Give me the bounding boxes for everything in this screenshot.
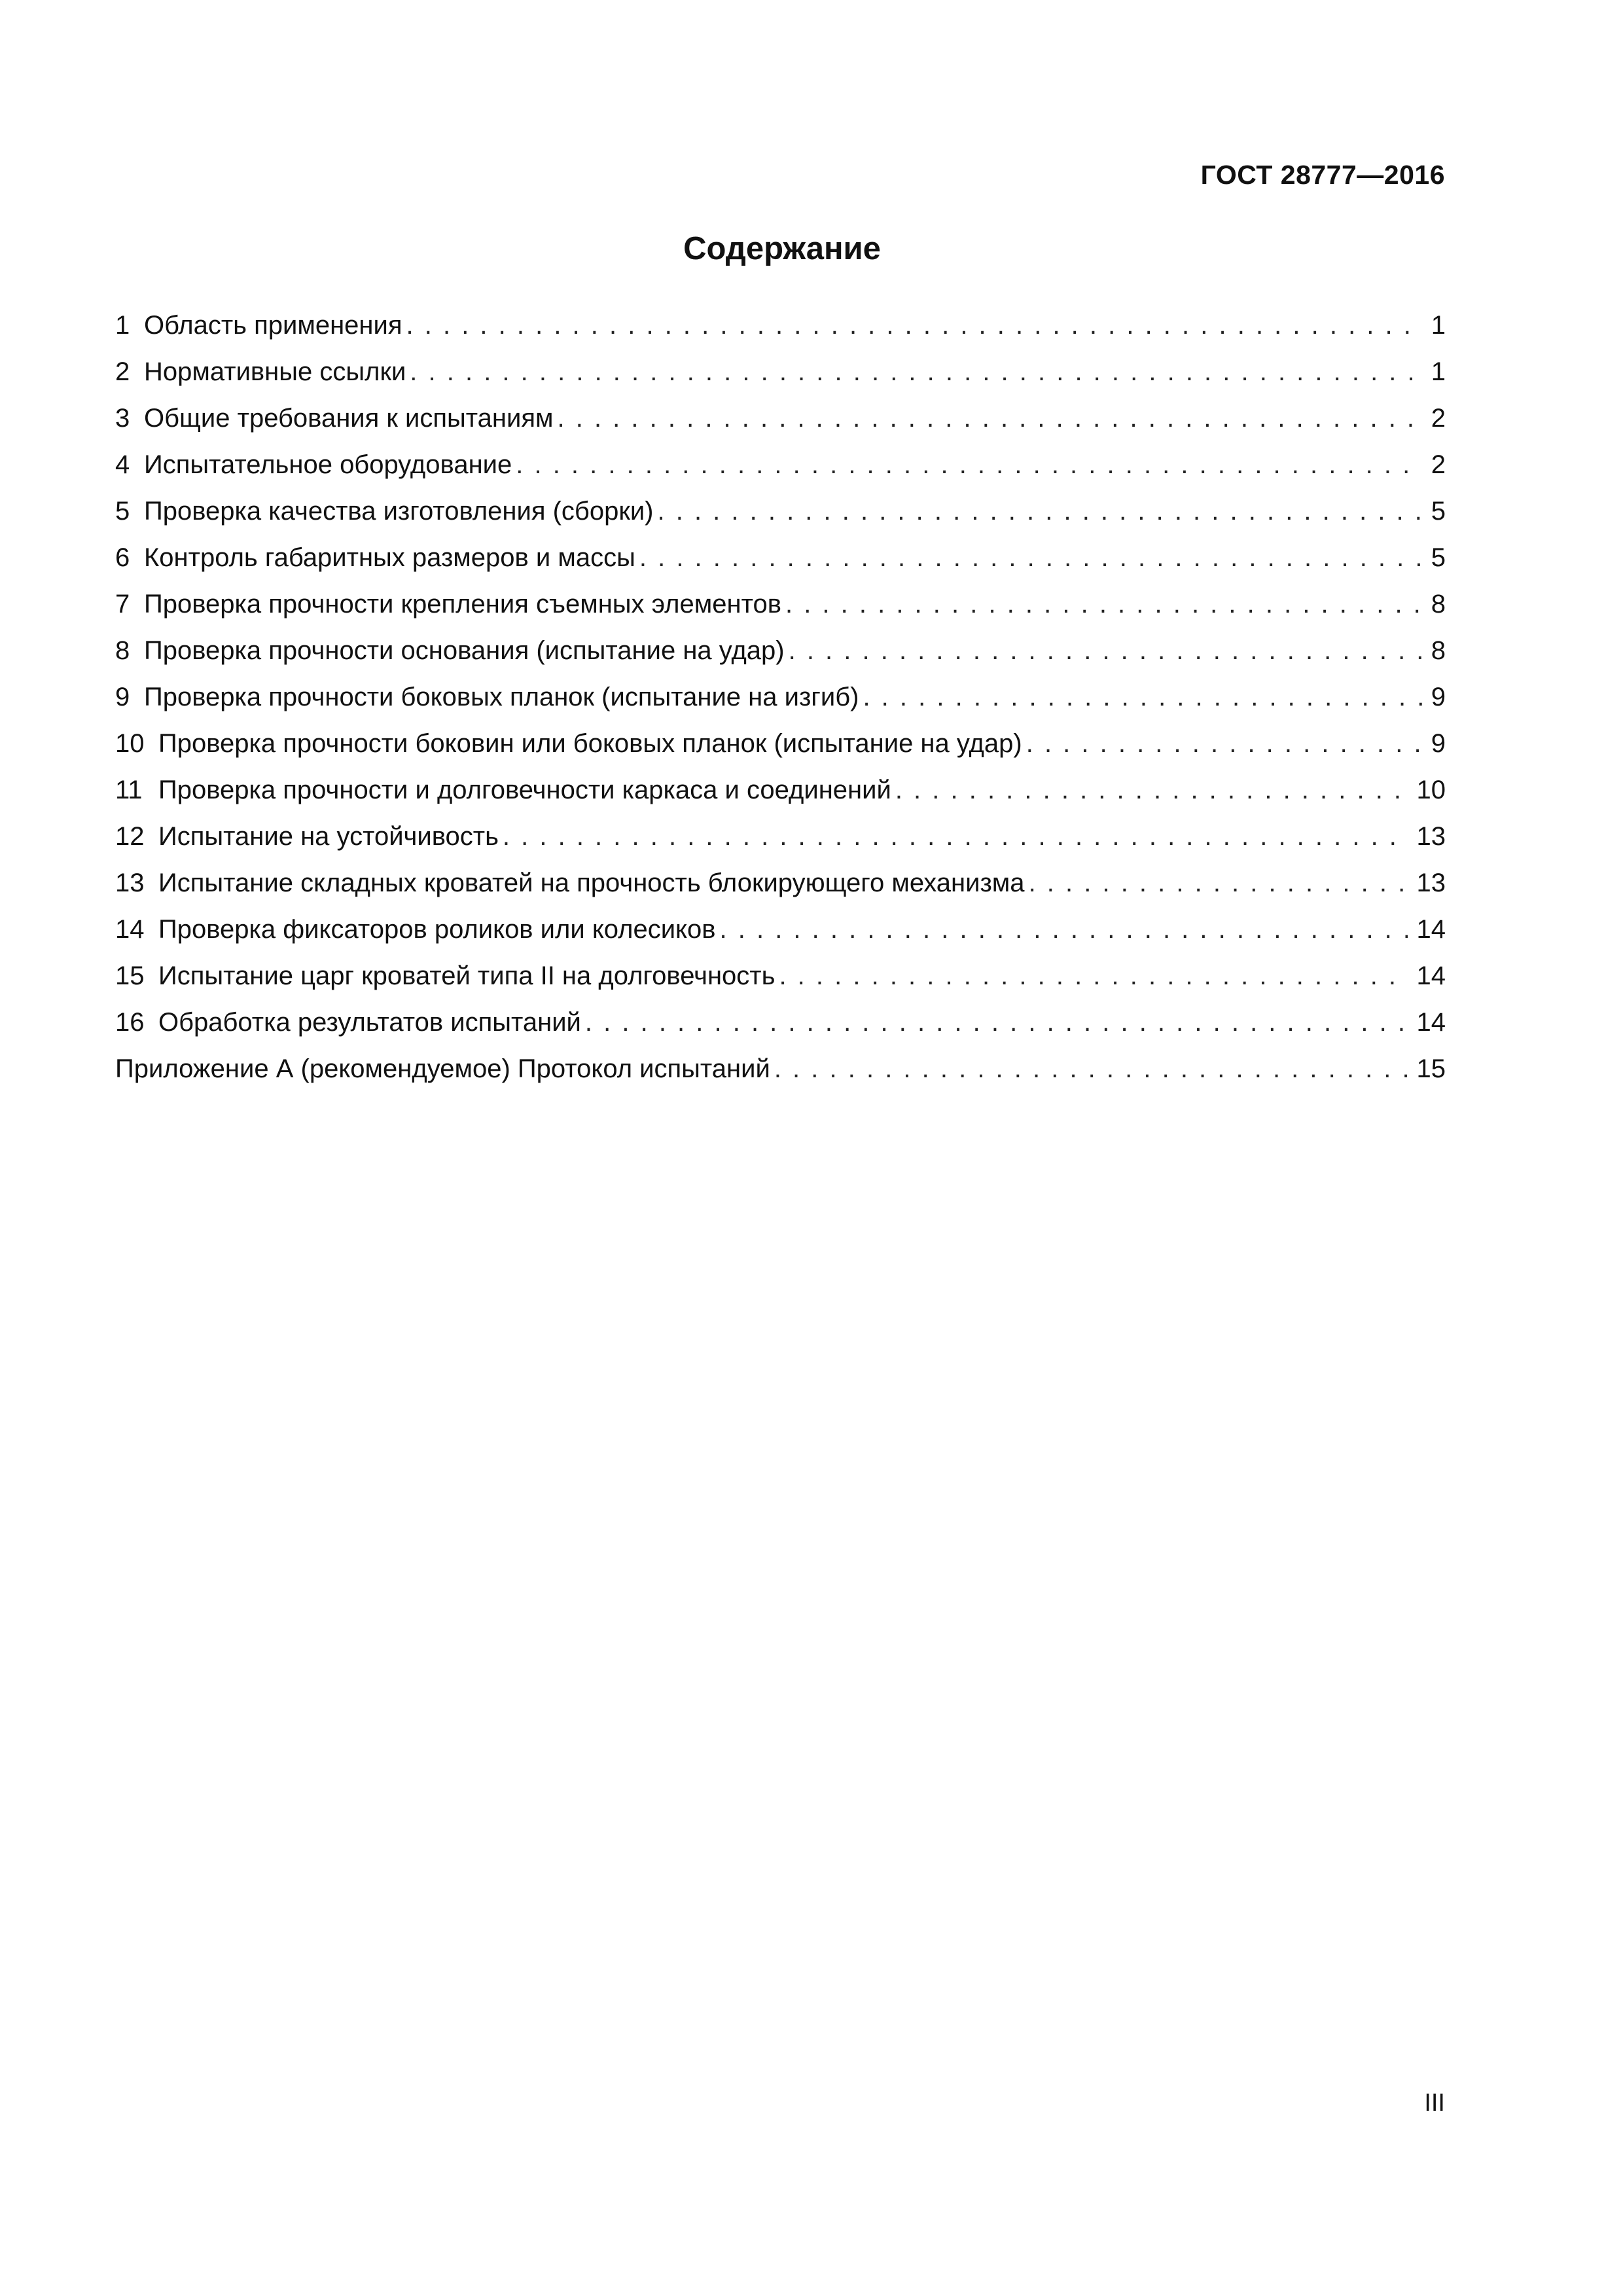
dot-leader [785, 581, 1422, 628]
toc-entry-page: 8 [1431, 636, 1446, 665]
toc-entry-page: 1 [1431, 357, 1446, 386]
toc-entry-title: Обработка результатов испытаний [158, 1008, 581, 1037]
toc-entry-page: 14 [1416, 961, 1446, 990]
document-code: ГОСТ 28777—2016 [1200, 160, 1445, 190]
toc-entry[interactable] [115, 442, 1446, 488]
toc-entry[interactable] [115, 953, 1446, 999]
toc-entry-page: 5 [1431, 543, 1446, 572]
toc-entry[interactable] [115, 581, 1446, 628]
toc-entry-title: Проверка прочности и долговечности каркаса и соединений [158, 776, 891, 804]
dot-leader [410, 349, 1421, 395]
toc-entry[interactable] [115, 395, 1446, 442]
dot-leader [863, 674, 1421, 721]
toc-entry-page: 15 [1416, 1054, 1446, 1083]
page-number: III [1424, 2089, 1445, 2117]
toc-entry-title: Нормативные ссылки [144, 357, 406, 386]
toc-entry-page: 2 [1431, 404, 1446, 433]
toc-entry[interactable] [115, 628, 1446, 674]
toc-entry[interactable] [115, 488, 1446, 535]
toc-entry-number: 9 [115, 683, 130, 711]
toc-entry-page: 13 [1416, 869, 1446, 897]
toc-entry-number: 14 [115, 915, 145, 944]
toc-entry-number: 3 [115, 404, 130, 433]
toc-entry-title: Испытание царг кроватей типа II на долговечность [158, 961, 776, 990]
toc-entry-number: 2 [115, 357, 130, 386]
toc-entry-title: Проверка прочности боковин или боковых планок (испытание на удар) [158, 729, 1022, 758]
toc-entry-page: 2 [1431, 450, 1446, 479]
dot-leader [1026, 721, 1422, 767]
toc-entry[interactable] [115, 674, 1446, 721]
toc-entry-number: 16 [115, 1008, 145, 1037]
toc-entry-page: 13 [1416, 822, 1446, 851]
toc-entry[interactable] [115, 349, 1446, 395]
toc-entry-title: Область применения [144, 311, 402, 340]
toc-entry[interactable] [115, 535, 1446, 581]
toc-entry-page: 8 [1431, 590, 1446, 619]
toc-entry-title: Проверка прочности боковых планок (испытание на изгиб) [144, 683, 859, 711]
toc-entry-title: Общие требования к испытаниям [144, 404, 554, 433]
toc-entry-title: Испытание складных кроватей на прочность блокирующего механизма [158, 869, 1025, 897]
toc-entry-number: 1 [115, 311, 130, 340]
dot-leader [895, 767, 1408, 814]
toc-entry[interactable] [115, 999, 1446, 1046]
toc-entry-page: 14 [1416, 915, 1446, 944]
toc-entry-number: 4 [115, 450, 130, 479]
dot-leader [779, 953, 1407, 999]
toc-entry-title: Испытательное оборудование [144, 450, 512, 479]
dot-leader [639, 535, 1422, 581]
toc-title: Содержание [683, 231, 881, 266]
dot-leader [558, 395, 1422, 442]
dot-leader [1029, 860, 1408, 906]
toc-entry-number: 13 [115, 869, 145, 897]
toc-entry-number: 11 [115, 776, 143, 804]
toc-entry-number: 10 [115, 729, 145, 758]
toc-entry-title: Приложение А (рекомендуемое) Протокол испытаний [115, 1054, 770, 1083]
toc-entry-number: 5 [115, 497, 130, 526]
dot-leader [585, 999, 1408, 1046]
toc-entry-title: Проверка фиксаторов роликов или колесиков [158, 915, 716, 944]
dot-leader [789, 628, 1422, 674]
dot-leader [657, 488, 1421, 535]
toc-entry-appendix[interactable] [115, 1046, 1446, 1092]
toc-entry-number: 15 [115, 961, 145, 990]
toc-entry-page: 14 [1416, 1008, 1446, 1037]
toc-entry-number: 6 [115, 543, 130, 572]
toc-entry-title: Проверка прочности основания (испытание на удар) [144, 636, 785, 665]
toc-entry[interactable] [115, 860, 1446, 906]
toc-entry-page: 1 [1431, 311, 1446, 340]
toc-entry-number: 7 [115, 590, 130, 619]
dot-leader [516, 442, 1422, 488]
toc-entry-number: 12 [115, 822, 145, 851]
toc-entry-page: 9 [1431, 729, 1446, 758]
toc-entry-page: 10 [1416, 776, 1446, 804]
dot-leader [774, 1046, 1408, 1092]
toc-entry-number: 8 [115, 636, 130, 665]
toc-entry-page: 5 [1431, 497, 1446, 526]
toc-entry[interactable] [115, 906, 1446, 953]
toc-entry-title: Проверка прочности крепления съемных элементов [144, 590, 781, 619]
toc-entry[interactable] [115, 302, 1446, 349]
table-of-contents [115, 302, 1446, 1092]
toc-entry[interactable] [115, 767, 1446, 814]
dot-leader [406, 302, 1422, 349]
toc-entry-page: 9 [1431, 683, 1446, 711]
toc-entry-title: Контроль габаритных размеров и массы [144, 543, 635, 572]
dot-leader [720, 906, 1408, 953]
toc-entry[interactable] [115, 721, 1446, 767]
toc-entry-title: Испытание на устойчивость [158, 822, 499, 851]
toc-entry-title: Проверка качества изготовления (сборки) [144, 497, 654, 526]
toc-entry[interactable] [115, 814, 1446, 860]
dot-leader [503, 814, 1408, 860]
